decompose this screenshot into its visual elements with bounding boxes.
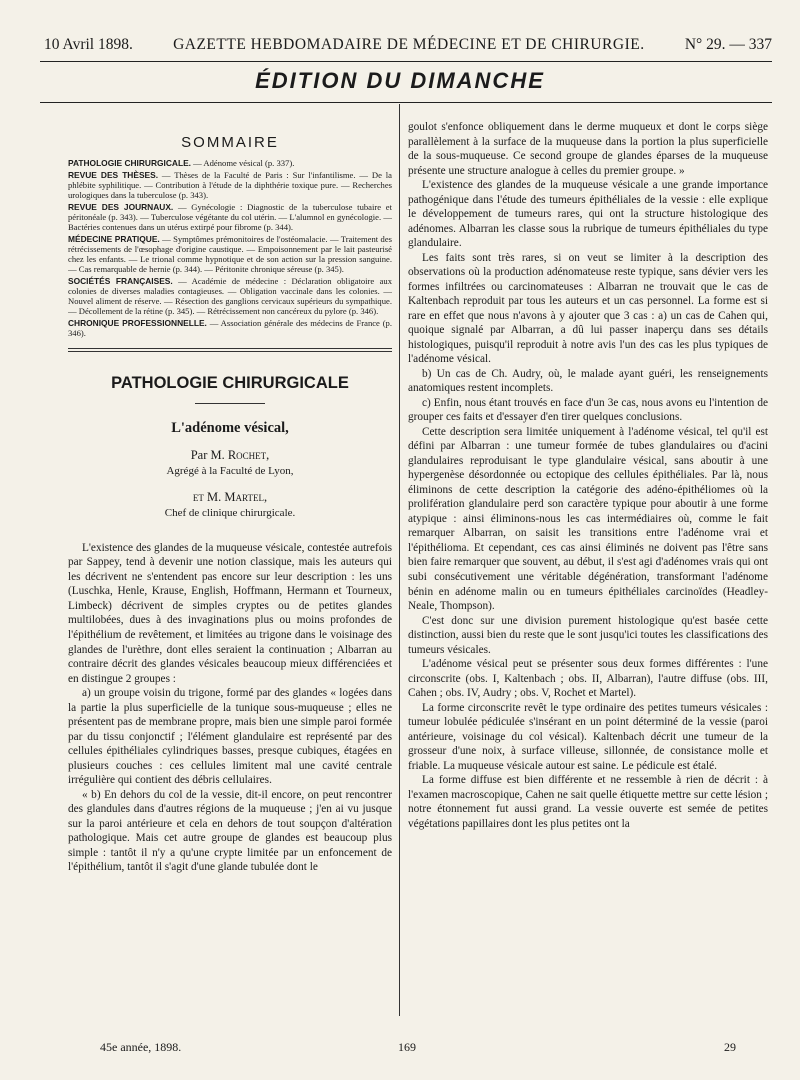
paragraph: a) un groupe voisin du trigone, formé par des glandes « logées dans la partie la plus superficielle de la tunique sous-muqueuse ; elles ne présentent pas de membrane propre, mais bien une simple paroi formée par du tissu conjonctif ; l'élément glandulaire est représenté par des cellules épithéliales cylindriques basses, presque cubiques, étagées en plusieurs couches : ces cellules limitent mal une cavité centrale irrégulière qui contient des débris cellulaires.: [68, 687, 392, 787]
paragraph: b) Un cas de Ch. Audry, où, le malade ayant guéri, les renseignements anatomiques restent incomplets.: [408, 367, 768, 395]
sommaire-item: MÉDECINE PRATIQUE. — Symptômes prémonitoires de l'ostéomalacie. — Traitement des rétrécissements de l'œsophage d'origine caustique. — Empoisonnement par le lait pasteurisé chez les enfants. — Le trional comme hypnotique et de son action sur la pression sanguine. — Cas remarquable de hernie (p. 344). — Péritonite chronique séreuse (p. 345).: [68, 233, 392, 274]
footer-folio: 169: [398, 1040, 416, 1054]
left-column: [68, 110, 392, 1015]
running-header: [44, 36, 772, 60]
paragraph: La forme diffuse est bien différente et ne ressemble à rien de décrit : à l'examen macroscopique, Cahen ne sait quelle étiquette mettre sur cette lésion ; notre étonnement fut aussi grand. La vessie ouverte est semée de petites végétations papillaires dont les plus petites ont la: [408, 774, 768, 830]
paragraph: La forme circonscrite revêt le type ordinaire des petites tumeurs vésicales : tumeur lobulée pédiculée s'insérant en un point déterminé de la vessie (paroi antérieure, voisinage du col vésical). Kaltenbach décrit une tumeur de la grosseur d'une noix, à surface villeuse, sillonnée, de consistance molle et friable. La muqueuse vésicale autour est saine. Le pédicule est étalé.: [408, 701, 768, 772]
paragraph: goulot s'enfonce obliquement dans le derme muqueux et dont le corps siège parallèlement à la surface de la muqueuse dans la portion la plus superficielle de la sous-muqueuse. Ce second groupe de glandes éparses de la muqueuse présente une structure analogue à celles du premier groupe. »: [408, 121, 768, 177]
header-rule: [40, 61, 772, 62]
footer-volume: 45e année, 1898.: [100, 1040, 182, 1054]
author-1-role: Agrégé à la Faculté de Lyon,: [166, 465, 294, 478]
section-title: PATHOLOGIE CHIRURGICALE: [111, 374, 349, 393]
header-journal-title: GAZETTE HEBDOMADAIRE DE MÉDECINE ET DE CHIRURGIE.: [173, 36, 645, 53]
sommaire-item: PATHOLOGIE CHIRURGICALE. — Adénome vésical (p. 337).: [68, 158, 295, 168]
column-divider: [399, 104, 400, 1016]
sommaire-item: CHRONIQUE PROFESSIONNELLE. — Association générale des médecins de France (p. 346).: [68, 317, 392, 338]
paragraph: Cette description sera limitée uniquement à l'adénome vésical, tel qu'il est défini par Albarran : une tumeur formée de tubes glandulaires ou d'acini glandulaires reproduisant le type glandulaire vésical, sans aboutir à une hypergenèse désordonnée ou ectopique des cellules épithéliales. Par là, nous éliminons de cette description la catégorie des adéno-épithéliomes où la prolifération glandulaire perd son caractère typique pour aboutir à une forme atypique : ainsi éliminons-nous les cas intermédiaires où, comme le fait remarquer Albarran, on saisit les transitions entre l'adénome vrai et l'épithélioma. Et cependant, ces cas ainsi éliminés ne doivent pas l'être sans bien faire remarquer que souvent, au début, il s'est agi d'adénomes vrais qui ont subi consécutivement une véritable dégénération, transformant l'adénome bénin en adénome malin ou en tumeurs épithéliales carcinoïdes (Headley-Neale, Thompson).: [408, 425, 768, 613]
right-body: [408, 120, 768, 831]
right-column: [408, 120, 768, 1015]
article-byline: [68, 447, 392, 520]
paragraph: C'est donc sur une division purement histologique qu'est basée cette distinction, aussi bien du reste que le sont jusqu'ici toutes les classifications des tumeurs vésicales.: [408, 614, 768, 656]
sommaire-item: REVUE DES JOURNAUX. — Gynécologie : Diagnostic de la tuberculose tubaire et péritonéale (p. 343). — Tuberculose végétante du col utérin. — L'alumnol en gynécologie. — Bactéries contenues dans un utérus extirpé pour fibrome (p. 344).: [68, 201, 392, 232]
sommaire-rule-bottom: [68, 351, 392, 352]
author-1: Par M. Rochet,: [190, 448, 270, 463]
header-page-number: N° 29. — 337: [684, 36, 772, 53]
paragraph: L'existence des glandes de la muqueuse vésicale, contestée autrefois par Sappey, tend à devenir une notion classique, mais les auteurs qui les décrivent ne s'entendent pas encore sur leur description : les uns (Luschka, Henle, Krause, English, Hoffmann, Hermann et Tourneux, Limbeck) décrivent de simples cryptes ou de petites glandes multilobées, dues à des invaginations plus ou moins profondes de l'épithélium de revêtement, et limitées au trigone dans le voisinage des glandes de l'urèthre, dont elles seraient la continuation ; Albarran au contraire décrit des glandes vésicales beaucoup mieux différenciées et en distingue 2 groupes :: [68, 541, 392, 685]
paragraph: L'adénome vésical peut se présenter sous deux formes différentes : l'une circonscrite (obs. I, Kaltenbach ; obs. II, Albarran), l'autre diffuse (obs. III, Cahen ; obs. IV, Audry ; obs. V, Rochet et Martel).: [408, 658, 768, 700]
sommaire-title: SOMMAIRE: [181, 134, 279, 151]
footer-signature: 29: [724, 1040, 736, 1054]
author-2-role: Chef de clinique chirurgicale.: [164, 507, 296, 520]
sommaire-list: [68, 159, 392, 338]
edition-rule: [40, 102, 772, 103]
paragraph: « b) En dehors du col de la vessie, dit-il encore, on peut rencontrer des glandules dans d'autres régions de la muqueuse ; j'en ai vu jusque sur la paroi antérieure et cela en dehors de tout soupçon d'altération pathologique. Mais cet autre groupe de glandes est beaucoup plus simple : tantôt il n'y a qu'une crypte limitée par un enfoncement de l'épithélium, tantôt il s'agit d'une glande tubulée dont le: [68, 788, 392, 874]
section-rule: [195, 403, 265, 404]
article-title: L'adénome vésical,: [171, 420, 289, 437]
author-2: et M. Martel,: [192, 490, 268, 505]
sommaire-rule-top: [68, 348, 392, 349]
left-body: [68, 541, 392, 875]
edition-banner: ÉDITION DU DIMANCHE: [255, 68, 545, 93]
paragraph: Les faits sont très rares, si on veut se limiter à la description des observations où la production adénomateuse reste typique, sans dévier vers les formes infiltrées ou carcinomateuses : Albarran ne trouvait que le cas de Kaltenbach reproduit par tous les auteurs et un cas personnel. La forme est si rare en effet que nous n'avons à y ajouter que 3 cas : a) un cas de Cahen qui, quoique signalé par Albarran, a dû lui passer inaperçu dans ses détails histologiques, puisqu'il reproduit à notre avis l'un des cas les plus typiques de l'adénome vésical.: [408, 251, 768, 366]
paragraph: c) Enfin, nous étant trouvés en face d'un 3e cas, nous avons eu l'intention de grouper ces faits et d'essayer d'en tirer quelques conclusions.: [408, 396, 768, 424]
sommaire-item: REVUE DES THÈSES. — Thèses de la Faculté de Paris : Sur l'infantilisme. — De la phlébite syphilitique. — Contribution à l'étude de la diphthérie toxique pure. — Recherches urologiques dans la tuberculose (p. 343).: [68, 169, 392, 200]
header-date: 10 Avril 1898.: [44, 36, 133, 53]
paragraph: L'existence des glandes de la muqueuse vésicale a une grande importance pathogénique dans l'étude des tumeurs épithéliales de la vessie : elle explique le développement de tumeurs rares, qui ont la structure histologique des adénomes. Albarran les classe sous la rubrique de tumeurs épithéliales du type glandulaire.: [408, 179, 768, 250]
sommaire-item: SOCIÉTÉS FRANÇAISES. — Académie de médecine : Déclaration obligatoire aux colonies de diverses maladies contagieuses. — Obligation vaccinale dans les colonies. — Nouvel aliment de réserve. — Résection des ganglions cervicaux supérieurs du sympathique. — Décollement de la rétine (p. 345). — Rétrécissement non cancéreux du pylore (p. 346).: [68, 275, 392, 316]
page-footer: [0, 1040, 800, 1062]
